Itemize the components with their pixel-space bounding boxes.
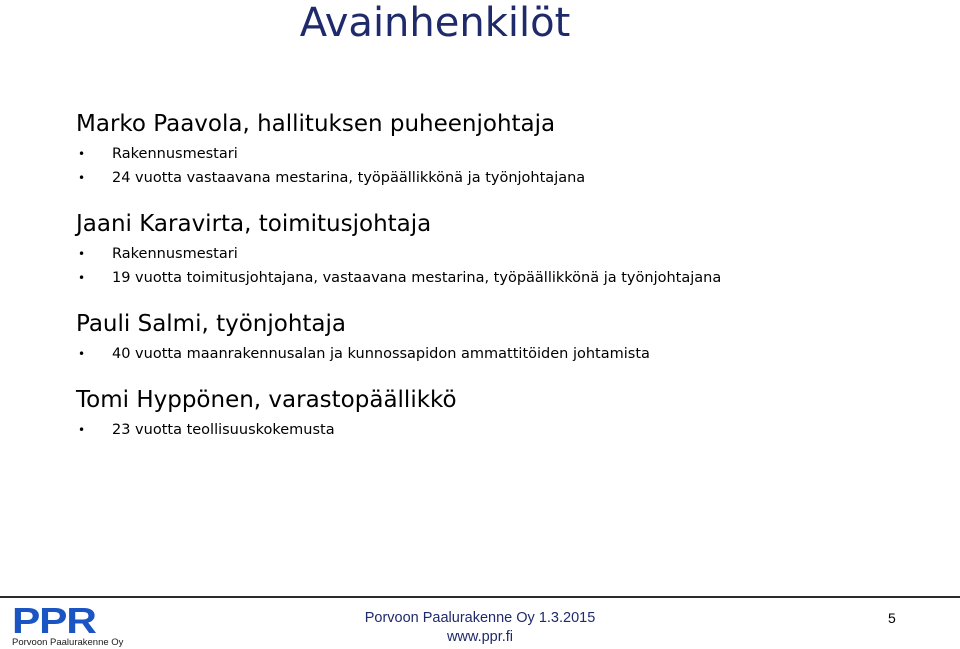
bullet-item — [76, 266, 936, 290]
bullet-item — [76, 242, 936, 266]
footer-company-date: Porvoon Paalurakenne Oy 1.3.2015 — [364, 610, 596, 626]
slide-title: Avainhenkilöt — [299, 0, 571, 46]
bullet-dot-icon: • — [78, 171, 86, 185]
key-people-list — [76, 110, 936, 442]
person-heading: Jaani Karavirta, toimitusjohtaja — [76, 211, 432, 237]
person-block — [76, 110, 936, 190]
person-block — [76, 310, 936, 366]
bullet-dot-icon: • — [78, 147, 86, 161]
person-bullet-list — [76, 242, 936, 290]
footer-divider — [0, 596, 960, 598]
footer-info — [330, 609, 630, 647]
page-number: 5 — [888, 610, 896, 626]
bullet-text: 40 vuotta maanrakennusalan ja kunnossapidon ammattitöiden johtamista — [112, 346, 650, 362]
bullet-dot-icon: • — [78, 347, 86, 361]
bullet-item — [76, 342, 936, 366]
person-block — [76, 386, 936, 442]
bullet-dot-icon: • — [78, 271, 86, 285]
person-heading: Tomi Hyppönen, varastopäällikkö — [76, 387, 457, 413]
bullet-text: 19 vuotta toimitusjohtajana, vastaavana mestarina, työpäällikkönä ja työnjohtajana — [112, 270, 722, 286]
bullet-item — [76, 142, 936, 166]
bullet-item — [76, 418, 936, 442]
person-heading: Marko Paavola, hallituksen puheenjohtaja — [76, 111, 556, 137]
person-bullet-list — [76, 342, 936, 366]
person-bullet-list — [76, 142, 936, 190]
person-block — [76, 210, 936, 290]
bullet-dot-icon: • — [78, 247, 86, 261]
person-bullet-list — [76, 418, 936, 442]
person-heading: Pauli Salmi, työnjohtaja — [76, 311, 347, 337]
bullet-text: 24 vuotta vastaavana mestarina, työpäällikkönä ja työnjohtajana — [112, 170, 586, 186]
bullet-text: Rakennusmestari — [112, 246, 238, 262]
bullet-dot-icon: • — [78, 423, 86, 437]
company-logo — [12, 600, 132, 648]
footer-website-link[interactable]: www.ppr.fi — [446, 629, 514, 645]
bullet-text: 23 vuotta teollisuuskokemusta — [112, 422, 335, 438]
bullet-item — [76, 166, 936, 190]
logo-caption: Porvoon Paalurakenne Oy — [12, 637, 124, 648]
bullet-text: Rakennusmestari — [112, 146, 238, 162]
logo-letters: PPR — [12, 600, 96, 641]
